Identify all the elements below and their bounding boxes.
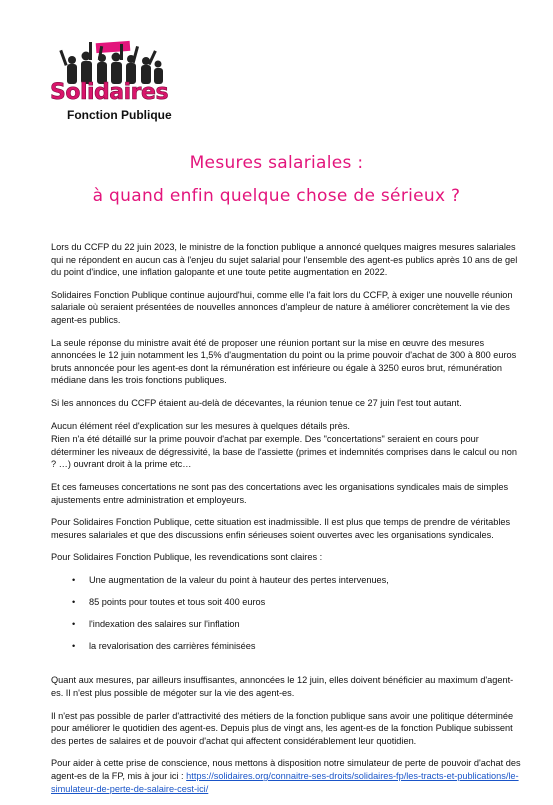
paragraph: Pour Solidaires Fonction Publique, cette situation est inadmissible. Il est plus que temps de prendre de véritables mesures salariales et que des discussions enfin sérieuses soient ouvertes avec les organisations syndicales. bbox=[51, 517, 511, 540]
list-item: • Une augmentation de la valeur du point à hauteur des pertes intervenues, bbox=[72, 574, 389, 585]
paragraph: Aucun élément réel d'explication sur les mesures à quelques détails près. bbox=[51, 420, 350, 431]
logo-wordmark: Solidaires bbox=[50, 80, 169, 105]
paragraph: Si les annonces du CCFP étaient au-delà de décevantes, la réunion tenue ce 27 juin l'est tout autant. bbox=[51, 397, 462, 408]
paragraph: Quant aux mesures, par ailleurs insuffisantes, annoncées le 12 juin, elles doivent bénéficier au maximum d'agent-es. Il n'est plus possible de mégoter sur la vie des agent-es. bbox=[51, 675, 514, 699]
bullet-icon: • bbox=[72, 640, 76, 651]
paragraph: Et ces fameuses concertations ne sont pas des concertations avec les organisations syndicales mais de simples ajustements entre administration et employeurs. bbox=[51, 481, 509, 505]
logo-subtitle: Fonction Publique bbox=[67, 108, 172, 122]
paragraph: Lors du CCFP du 22 juin 2023, le ministre de la fonction publique a annoncé quelques maigres mesures salariales qui ne répondent en aucun cas à l'enjeu du sujet salarial pour l'ensemble des agent-es publics après 10 ans de gel du point d'indice, une inflation galopante et une toute petite augmentation en 2022. bbox=[51, 242, 518, 278]
list-item: • la revalorisation des carrières féminisées bbox=[72, 640, 256, 651]
bullet-icon: • bbox=[72, 574, 76, 585]
paragraph: Pour aider à cette prise de conscience, nous mettons à disposition notre simulateur de perte de pouvoir d'achat des agent-es de la FP, mis à jour ici : https://solidaires.org/connaitre-ses-droits/solidaires-fp/les-tracts-et-publications/le-simulateur-de-perte-de-salaire-cest-ici/ bbox=[51, 758, 521, 794]
paragraph: La seule réponse du ministre avait été de proposer une réunion portant sur la mise en œuvre des mesures annoncées le 12 juin notamment les 1,5% d'augmentation du point ou la prime pouvoir d'achat de 300 à 800 euros bruts annoncée pour les agent-es dont la rémunération est inférieure ou égale à 3250 euros brut, rémunération médiane dans les trois fonctions publiques. bbox=[51, 337, 517, 386]
solidaires-logo bbox=[50, 36, 180, 130]
claims-list bbox=[51, 574, 521, 653]
list-item: • 85 points pour toutes et tous soit 400 euros bbox=[72, 596, 266, 607]
simulator-link[interactable]: https://solidaires.org/connaitre-ses-droits/solidaires-fp/les-tracts-et-publications/le-simulateur-de-perte-de-salaire-cest-ici/ bbox=[51, 770, 519, 794]
bullet-icon: • bbox=[72, 618, 76, 629]
paragraph: Il n'est pas possible de parler d'attractivité des métiers de la fonction publique sans avoir une politique déterminée pour améliorer le quotidien des agent-es. Depuis plus de vingt ans, les agent-es de la fonction Publique subissent des pertes de salaires et de pouvoir d'achat qui affectent considérablement leur quotidien. bbox=[51, 710, 514, 746]
bullet-icon: • bbox=[72, 596, 76, 607]
list-item: • l'indexation des salaires sur l'inflation bbox=[72, 618, 240, 629]
page-title-line-1: Mesures salariales : bbox=[189, 153, 364, 173]
paragraph: Rien n'a été détaillé sur la prime pouvoir d'achat par exemple. Des "concertations" seraient en cours pour déterminer les niveaux de dégressivité, la base de l'assiette (primes et indemnités comprises dans le calcul ou non ? …) ouvrant droit à la prime etc… bbox=[51, 434, 517, 470]
paragraph: Pour Solidaires Fonction Publique, les revendications sont claires : bbox=[51, 552, 323, 563]
paragraph: Solidaires Fonction Publique continue aujourd'hui, comme elle l'a fait lors du CCFP, à exiger une nouvelle réunion salariale où seraient présentées de nouvelles annonces d'ampleur de nature à améliorer concrètement la vie des agent-es publics. bbox=[51, 289, 513, 325]
document-body bbox=[51, 241, 521, 805]
page-title-line-2: à quand enfin quelque chose de sérieux ? bbox=[92, 186, 461, 206]
